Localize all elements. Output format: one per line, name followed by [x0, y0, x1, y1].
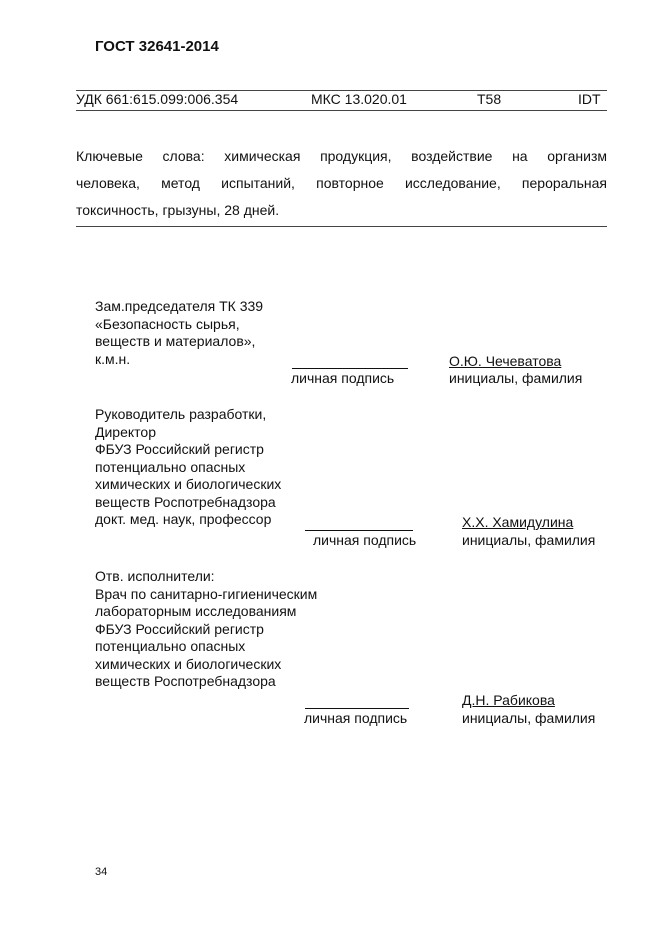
signatory-1-line: «Безопасность сырья,	[95, 315, 240, 332]
signatory-2-line: Директор	[95, 423, 156, 440]
page-number: 34	[95, 866, 108, 878]
signature-caption-1: личная подпись	[291, 370, 395, 386]
mks-code: МКС 13.020.01	[311, 91, 407, 107]
signature-line-3	[305, 708, 409, 709]
signature-line-1	[292, 368, 408, 369]
signatory-1-line: Зам.председателя ТК 339	[95, 298, 264, 314]
signatory-name-3: Д.Н. Рабикова	[462, 692, 555, 708]
name-caption-2: инициалы, фамилия	[462, 532, 596, 548]
group-code: Т58	[477, 91, 502, 107]
document-header: ГОСТ 32641-2014	[95, 38, 219, 55]
name-caption-1: инициалы, фамилия	[449, 370, 583, 386]
signatory-1-line: веществ и материалов»,	[95, 333, 256, 349]
signatory-3-position	[95, 568, 317, 691]
signatory-2-line: потенциально опасных	[95, 458, 246, 475]
signature-line-2	[305, 530, 413, 531]
meta-rule	[76, 110, 607, 111]
signatory-3-line: ФБУЗ Российский регистр	[95, 620, 264, 637]
signatory-2-line: Руководитель разработки,	[95, 406, 267, 422]
keywords-line-3: токсичность, грызуны, 28 дней.	[76, 202, 280, 218]
keywords-rule	[76, 226, 607, 227]
signature-caption-2: личная подпись	[313, 532, 417, 548]
keywords-line-1: Ключевые слова: химическая продукция, воздействие на организм	[76, 148, 607, 164]
udk-code: УДК 661:615.099:006.354	[76, 91, 239, 107]
signatory-2-line: докт. мед. наук, профессор	[95, 511, 272, 527]
signatory-name-1: О.Ю. Чечеватова	[449, 353, 562, 369]
name-caption-3: инициалы, фамилия	[462, 710, 596, 726]
keywords-paragraph	[76, 143, 607, 224]
idt-mark: IDT	[578, 91, 601, 107]
signatory-2-position	[95, 406, 281, 529]
signatory-2-line: химических и биологических	[95, 476, 282, 492]
signatory-3-line: Врач по санитарно-гигиеническим	[95, 585, 318, 602]
signatory-2-line: веществ Роспотребнадзора	[95, 493, 276, 510]
signatory-3-line: веществ Роспотребнадзора	[95, 673, 276, 689]
signatory-name-2: Х.Х. Хамидулина	[462, 514, 574, 530]
signatory-1-position	[95, 298, 263, 368]
signatory-1-line: к.м.н.	[95, 350, 131, 367]
signatory-3-line: химических и биологических	[95, 655, 282, 672]
signatory-2-line: ФБУЗ Российский регистр	[95, 441, 264, 457]
signature-caption-3: личная подпись	[304, 710, 408, 726]
signatory-3-line: потенциально опасных	[95, 638, 246, 654]
signatory-3-line: Отв. исполнители:	[95, 568, 215, 584]
signatory-3-line: лабораторным исследованиям	[95, 603, 297, 619]
keywords-line-2: человека, метод испытаний, повторное исследование, пероральная	[76, 175, 607, 191]
